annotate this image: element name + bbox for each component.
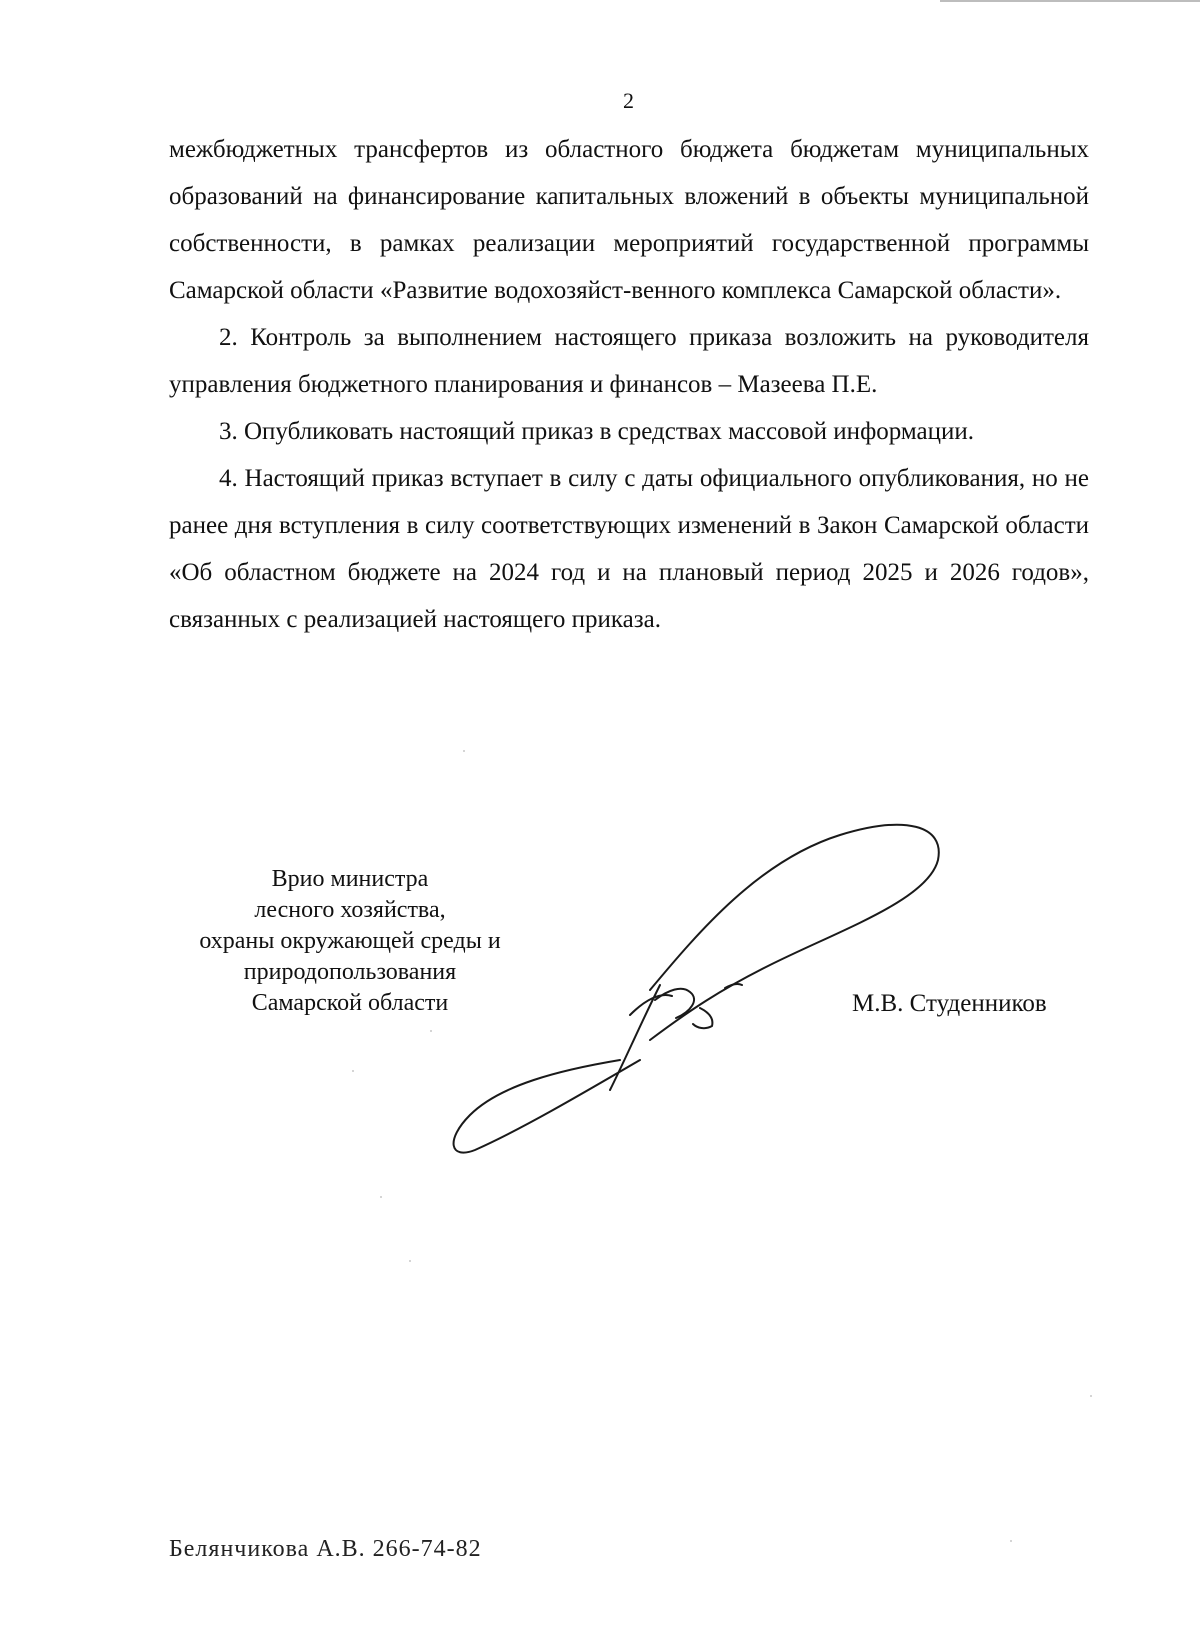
- paragraph-continuation: межбюджетных трансфертов из областного бюджета бюджетам муниципальных образований на финансирование капитальных вложений в объекты муниципальной собственности, в рамках реализации мероприятий государственной программы Самарской области «Развитие водохозяйст-венного комплекса Самарской области».: [169, 136, 1089, 304]
- signatory-position-line: природопользования: [243, 959, 457, 985]
- executor-contact: Белянчикова А.В. 266-74-82: [169, 1536, 482, 1562]
- paragraph-item-4: 4. Настоящий приказ вступает в силу с даты официального опубликования, но не ранее дня вступления в силу соответствующих изменений в Закон Самарской области «Об областном бюджете на 2024 год и на плановый период 2025 и 2026 годов», связанных с реализацией настоящего приказа.: [169, 465, 1089, 633]
- signatory-position-line: Врио министра: [271, 866, 429, 892]
- document-body: [169, 126, 1089, 643]
- scan-speck: [352, 1070, 354, 1072]
- scan-speck: [1090, 1395, 1092, 1397]
- paragraph-item-3: 3. Опубликовать настоящий приказ в средствах массовой информации.: [219, 418, 975, 445]
- signatory-position-line: лесного хозяйства,: [254, 897, 446, 923]
- scan-speck: [409, 1260, 411, 1262]
- signatory-name: М.В. Студенников: [852, 990, 1047, 1017]
- scan-edge-line: [940, 0, 1200, 2]
- page-number: 2: [623, 88, 634, 113]
- scan-speck: [463, 750, 465, 752]
- scan-speck: [380, 1196, 382, 1198]
- scan-speck: [430, 1030, 432, 1032]
- signatory-position-line: охраны окружающей среды и: [199, 928, 501, 954]
- scan-speck: [1010, 1540, 1012, 1542]
- paragraph-item-2: 2. Контроль за выполнением настоящего приказа возложить на руководителя управления бюджетного планирования и финансов – Мазеева П.Е.: [169, 324, 1089, 398]
- signatory-position-line: Самарской области: [251, 990, 449, 1016]
- signatory-position: [165, 864, 535, 1019]
